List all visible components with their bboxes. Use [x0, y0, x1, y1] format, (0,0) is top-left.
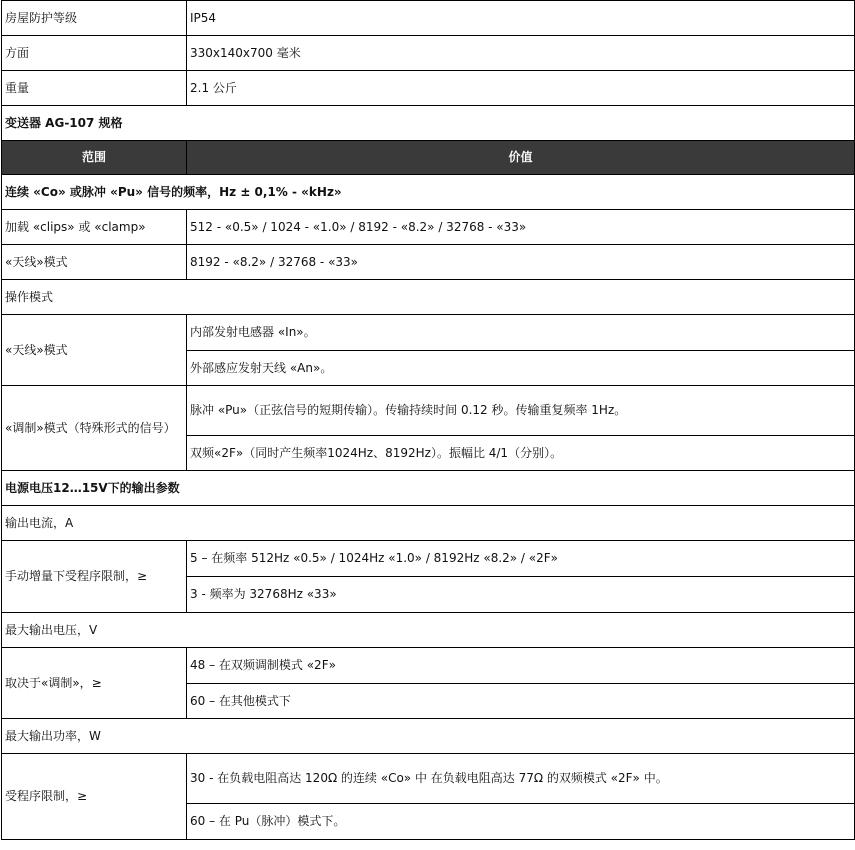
row-value: 60 – 在其他模式下 [187, 684, 855, 719]
section-title: 操作模式 [2, 280, 855, 315]
table-row [2, 754, 855, 804]
row-value: 2.1 公斤 [187, 71, 855, 106]
subsection-title: 最大输出功率，W [2, 719, 855, 754]
row-value: 330x140x700 毫米 [187, 36, 855, 71]
row-label: 受程序限制，≥ [2, 754, 187, 840]
table-row [2, 648, 855, 684]
row-label: 手动增量下受程序限制，≥ [2, 541, 187, 613]
row-value: 外部感应发射天线 «An»。 [187, 351, 855, 386]
row-label: 取决于«调制»，≥ [2, 648, 187, 719]
row-value: 512 - «0.5» / 1024 - «1.0» / 8192 - «8.2» / 32768 - «33» [187, 210, 855, 245]
row-value: 60 – 在 Pu（脉冲）模式下。 [187, 804, 855, 840]
table-row [2, 1, 855, 36]
section-title-row [2, 175, 855, 210]
subsection-title: 最大输出电压，V [2, 613, 855, 648]
row-value: 48 – 在双频调制模式 «2F» [187, 648, 855, 684]
row-value: 5 – 在频率 512Hz «0.5» / 1024Hz «1.0» / 8192Hz «8.2» / «2F» [187, 541, 855, 577]
section-title-row [2, 719, 855, 754]
row-label: 重量 [2, 71, 187, 106]
row-label: 房屋防护等级 [2, 1, 187, 36]
table-header-row [2, 141, 855, 175]
row-value: IP54 [187, 1, 855, 36]
subsection-title: 输出电流，A [2, 506, 855, 541]
table-row [2, 210, 855, 245]
row-label: 方面 [2, 36, 187, 71]
table-row [2, 315, 855, 351]
table-row [2, 245, 855, 280]
section-title-row [2, 280, 855, 315]
section-title: 变送器 AG-107 规格 [2, 106, 855, 141]
row-label: 加载 «clips» 或 «clamp» [2, 210, 187, 245]
table-row [2, 386, 855, 436]
row-value: 8192 - «8.2» / 32768 - «33» [187, 245, 855, 280]
row-label: «天线»模式 [2, 315, 187, 386]
column-header-range: 范围 [2, 141, 187, 175]
table-row [2, 71, 855, 106]
section-title: 连续 «Co» 或脉冲 «Pu» 信号的频率，Hz ± 0,1% - «kHz» [2, 175, 855, 210]
section-title: 电源电压12…15V下的输出参数 [2, 471, 855, 506]
row-label: «调制»模式（特殊形式的信号） [2, 386, 187, 471]
row-value: 3 - 频率为 32768Hz «33» [187, 577, 855, 613]
row-value: 脉冲 «Pu»（正弦信号的短期传输）。传输持续时间 0.12 秒。传输重复频率 1Hz。 [187, 386, 855, 436]
row-value: 双频«2F»（同时产生频率1024Hz、8192Hz）。振幅比 4/1（分别）。 [187, 436, 855, 471]
section-title-row [2, 106, 855, 141]
table-row [2, 541, 855, 577]
section-title-row [2, 471, 855, 506]
specifications-table [1, 0, 855, 840]
section-title-row [2, 613, 855, 648]
column-header-value: 价值 [187, 141, 855, 175]
section-title-row [2, 506, 855, 541]
table-row [2, 36, 855, 71]
row-value: 内部发射电感器 «In»。 [187, 315, 855, 351]
row-label: «天线»模式 [2, 245, 187, 280]
row-value: 30 - 在负载电阻高达 120Ω 的连续 «Co» 中 在负载电阻高达 77Ω 的双频模式 «2F» 中。 [187, 754, 855, 804]
